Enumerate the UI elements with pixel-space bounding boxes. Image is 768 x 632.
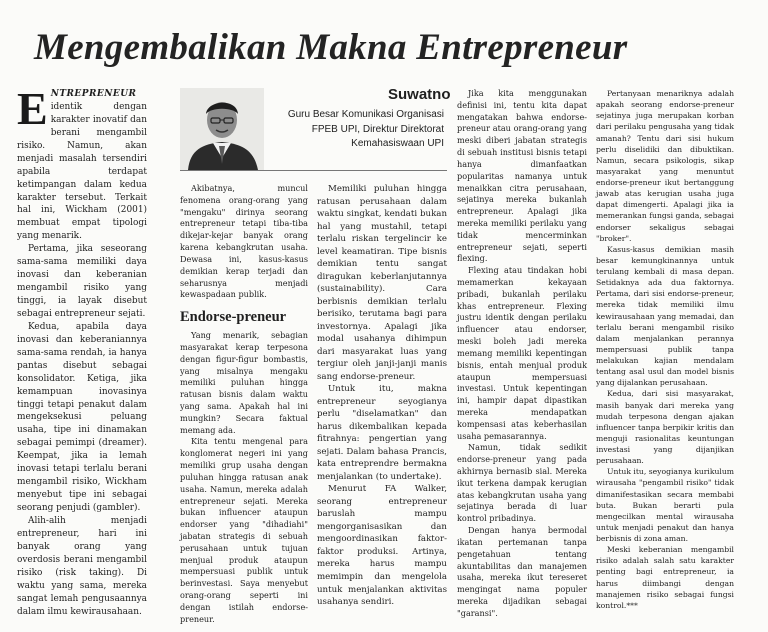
author-title-line: Guru Besar Komunikasi Organisasi xyxy=(287,109,444,120)
article-column-3 xyxy=(317,183,447,609)
article-column-4 xyxy=(457,88,587,620)
author-portrait xyxy=(180,88,264,170)
article-paragraph: Untuk itu, makna entrepreneur seyogianya perlu "diselamatkan" dan harus dikembalikan kepada fitrahnya: pengertian yang sejati. Dalam bahasa Prancis, kata entreprendre bermakna menjalankan (to undertake). xyxy=(317,384,447,482)
headline: Mengembalikan Makna Entrepreneur xyxy=(34,27,628,68)
article-paragraph: Jika kita menggunakan definisi ini, tentu kita dapat mengatakan bahwa endorse-preneur atau orang-orang yang meski diberi jabatan strategis di sebuah institusi bisnis tetapi hanya dimanfaatkan popularitas namanya untuk menaikkan citra perusahaan, sejatinya mereka bukanlah entrepreneur. Apalagi jika mereka memiliki perilaku yang tidak mencerminkan entrepreneur sejati, seperti flexing. xyxy=(457,88,587,264)
article-column-5 xyxy=(596,88,734,611)
article-paragraph: Kita tentu mengenal para konglomerat negeri ini yang memiliki grup usaha dengan puluhan hingga ratusan anak usaha. Namun, mereka adalah entrepreneur sejati. Mereka bukan influencer ataupun endorser yang "dihadiahi" jabatan strategis di sebuah perusahaan untuk tujuan menjual produk ataupun mempersuasi publik untuk berinvestasi. Saya menyebut orang-orang seperti ini dengan istilah endorse-preneur. xyxy=(180,436,308,624)
lead-word: NTREPRENEUR xyxy=(50,89,137,99)
article-column-2 xyxy=(180,183,308,625)
article-paragraph: Kasus-kasus demikian masih besar kemungkinannya untuk terulang kembali di masa depan. Setidaknya ada dua faktornya. Pertama, dari sisi endorse-preneur, mereka tidak memiliki ilmu kewirausahaan yang memadai, dan terlalu berani mengambil risiko dalam menjalankan perannya mempersuasi publik tanpa melakukan kajian mendalam tentang asal usul dan model bisnis yang dijalankan perusahaan. xyxy=(596,244,734,388)
article-paragraph: Untuk itu, seyogianya kurikulum wirausaha "pengambil risiko" tidak dimanifestasikan secara membabi buta. Bukan berarti pula mengecilkan mental wirausaha untuk menjadi penakut dan hanya berbisnis di zona aman. xyxy=(596,467,734,543)
article-paragraph: Pertama, jika seseorang sama-sama memiliki daya inovasi dan keberanian mengambil risiko yang tinggi, ia layak disebut sebagai entrepreneur sejati. xyxy=(17,244,147,319)
article-paragraph: Menurut FA Walker, seorang entrepreneur baruslah mampu mengorganisasikan dan mengoordinasikan faktor-faktor produksi. Artinya, mereka harus mampu memimpin dan mengelola untuk menjalankan aktivitas usahanya sendiri. xyxy=(317,484,447,608)
article-paragraph: Namun, tidak sedikit endorse-preneur yang pada akhirnya bernasib sial. Mereka ikut terkena dampak kerugian atas kebangkrutan usaha yang sejatinya berada di luar kontrol pribadinya. xyxy=(457,442,587,524)
article-paragraph: Meski keberanian mengambil risiko adalah salah satu karakter penting bagi entrepreneur, ia harus diimbangi dengan manajemen risiko sebagai fungsi kontrol.*** xyxy=(596,545,734,610)
article-paragraph: Yang menarik, sebagian masyarakat kerap terpesona dengan figur-figur bombastis, yang misalnya mengaku memiliki puluhan hingga ratusan bisnis dalam waktu yang sama. Apakah hal ini mungkin? Secara faktual memang ada. xyxy=(180,330,308,435)
article-paragraph: Dengan hanya bermodal ikatan pertemanan tanpa pengetahuan tentang akuntabilitas dan manajemen usaha, mereka ikut tereseret mengingat nama populer mereka dijadikan sebagai "garansi". xyxy=(457,525,587,618)
article-paragraph: Kedua, apabila daya inovasi dan keberaniannya sama-sama rendah, ia hanya pantas disebut sebagai konsolidator. Ketiga, jika kemampuan inovasinya tinggi tetapi penakut dalam mengeksekusi peluang usaha, tipe ini dinamakan sebagai pemimpi (dreamer). Keempat, jika ia lemah inovasi tetapi terlalu berani mengambil risiko, Wickham menyebut tipe ini sebagai seorang penjudi (gambler). xyxy=(17,321,147,513)
article-paragraph: Pertanyaan menariknya adalah apakah seorang endorse-preneur sejatinya juga merupakan korban dari perilaku pengusaha yang tidak amanah? Tentu dari sisi hukum perlu diselidiki dan dibuktikan. Namun, secara psikologis, sikap masyarakat yang menuntut endorse-preneur ikut bertanggung jawab atas kerugian usaha juga dapat dimengerti. Apalagi jika ia memerankan fungsi ganda, sebagai endorser sekaligus sebagai "broker". xyxy=(596,89,735,243)
article-paragraph: Flexing atau tindakan hobi memamerkan kekayaan pribadi, bukanlah perilaku khas entrepreneur. Flexing justru identik dengan perilaku influencer atau endorser, meski boleh jadi mereka memang memiliki kepentingan bisnis, entah menjual produk ataupun mempersuasi investasi. Untuk kepentingan ini, hampir dapat dipastikan mereka mendapatkan kompensasi atas keberhasilan usaha pemasarannya. xyxy=(457,265,587,441)
article-paragraph: Alih-alih menjadi entrepreneur, hari ini banyak orang yang overdosis berani mengambil risiko (risk taking). Di waktu yang sama, mereka sangat lemah pengusaannya dalam ilmu kewirausahaan. xyxy=(17,515,147,617)
paragraph-text: identik dengan karakter inovatif dan berani mengambil risiko. Namun, akan menjadi masalah tersendiri apabila terdapat ketimpangan dalam kedua karakter tersebut. Terkait hal ini, Wickham (2001) membuat empat tipologi yang menarik. xyxy=(17,101,147,242)
article-column-1 xyxy=(17,83,147,618)
article-paragraph: Kedua, dari sisi masyarakat, masih banyak dari mereka yang mudah terpesona dengan ajakan influencer tanpa berpikir kritis dan menguji rasionalitas keuntungan investasi yang dijanjikan perusahaan. xyxy=(596,389,734,466)
article-paragraph xyxy=(17,83,147,243)
article-paragraph: Memiliki puluhan hingga ratusan perusahaan dalam waktu singkat, kendati bukan hal yang mustahil, tetapi terlalu riskan tergelincir ke level keamatiran. Tipe bisnis demikian tentu sangat diragukan keberlanjutannya (sustainability). Cara berbisnis demikian terlalu berisiko, terutama bagi para investornya. Apalagi jika modal usahanya dihimpun dari masyarakat luas yang tergiur oleh janji-janji manis sang endorse-preneur. xyxy=(317,184,447,382)
article-paragraph: Akibatnya, muncul fenomena orang-orang yang "mengaku" dirinya seorang entrepreneur tetapi tiba-tiba dikejar-kejar banyak orang karena kebangkrutan usaha. Dewasa ini, kasus-kasus demikian kerap terjadi dan seharusnya menjadi kewaspadaan publik. xyxy=(180,183,308,300)
author-title xyxy=(268,108,444,152)
section-subhead: Endorse-preneur xyxy=(180,309,287,326)
author-title-line: FPEB UPI, Direktur Direktorat xyxy=(311,123,444,135)
author-title-line: Kemahasiswaan UPI xyxy=(351,138,444,149)
author-box xyxy=(180,86,451,171)
drop-cap: E xyxy=(17,83,48,134)
author-name: Suwatno xyxy=(388,86,451,103)
